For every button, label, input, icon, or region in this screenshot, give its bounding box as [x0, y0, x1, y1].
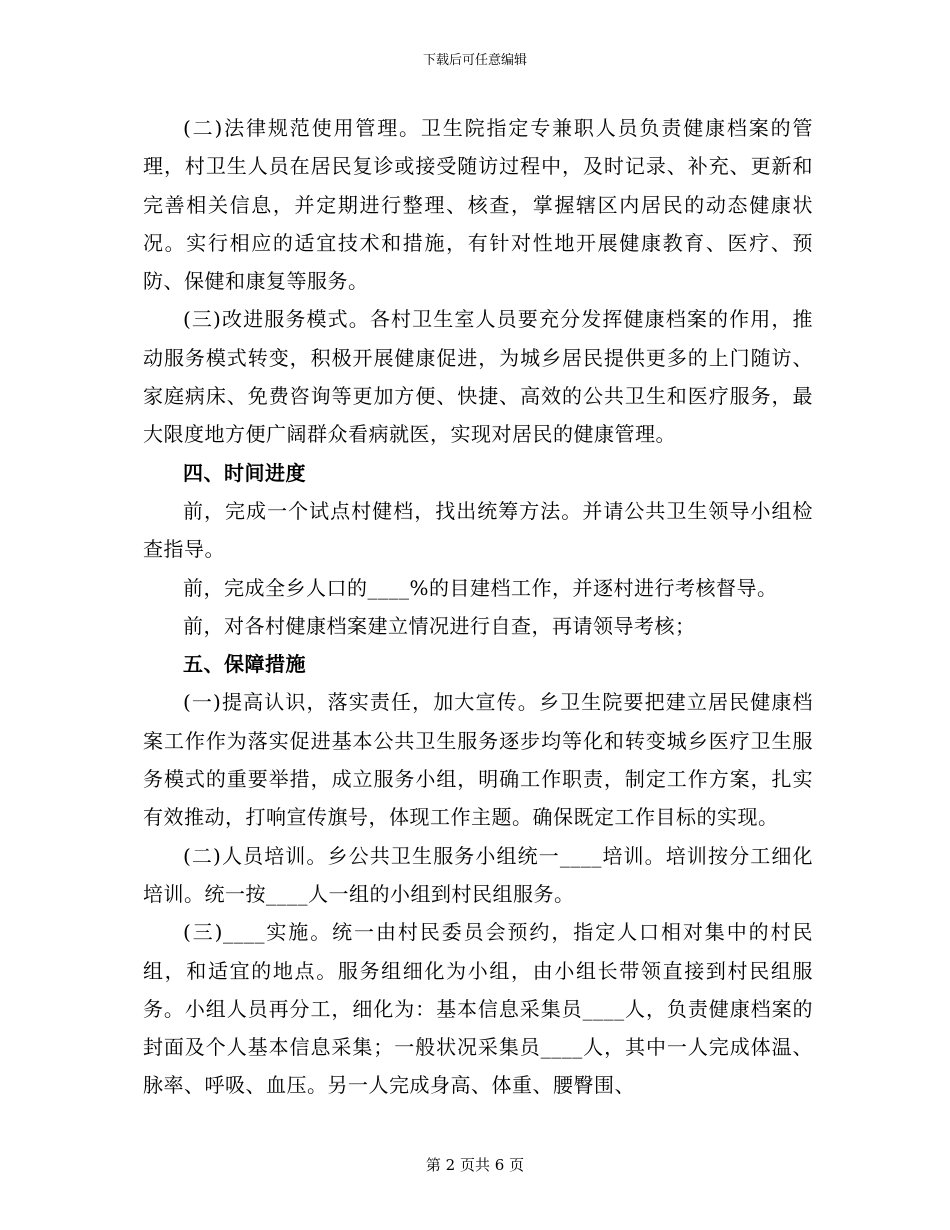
paragraph-schedule-1: 前，完成一个试点村健档，找出统筹方法。并请公共卫生领导小组检查指导。 — [143, 498, 813, 562]
page-footer — [0, 1155, 950, 1175]
section-heading-safeguards: 五、保障措施 — [183, 652, 306, 677]
document-body — [143, 109, 813, 1105]
paragraph-legal-management: (二)法律规范使用管理。卫生院指定专兼职人员负责健康档案的管理，村卫生人员在居民复诊或接受随访过程中，及时记录、补充、更新和完善相关信息，并定期进行整理、核查，掌握辖区内居民的动态健康状况。实行相应的适宜技术和措施，有针对性地开展健康教育、医疗、预防、保健和康复等服务。 — [143, 116, 813, 294]
paragraph-schedule-3: 前，对各村健康档案建立情况进行自查，再请领导考核； — [183, 613, 696, 638]
paragraph-service-mode: (三)改进服务模式。各村卫生室人员要充分发挥健康档案的作用，推动服务模式转变，积极开展健康促进，为城乡居民提供更多的上门随访、家庭病床、免费咨询等更加方便、快捷、高效的公共卫生和医疗服务，最大限度地方便广阔群众看病就医，实现对居民的健康管理。 — [143, 307, 813, 447]
section-heading-schedule: 四、时间进度 — [183, 460, 306, 485]
page-header — [0, 52, 950, 70]
paragraph-schedule-2: 前，完成全乡人口的____%的目建档工作，并逐村进行考核督导。 — [183, 575, 778, 600]
page-number: 第 2 页共 6 页 — [425, 1156, 525, 1174]
paragraph-awareness: (一)提高认识，落实责任，加大宣传。乡卫生院要把建立居民健康档案工作作为落实促进基本公共卫生服务逐步均等化和转变城乡医疗卫生服务模式的重要举措，成立服务小组，明确工作职责，制定工作方案，扎实有效推动，打响宣传旗号，体现工作主题。确保既定工作目标的实现。 — [143, 690, 813, 830]
header-note: 下载后可任意编辑 — [422, 53, 527, 68]
paragraph-implementation: (三)____实施。统一由村民委员会预约，指定人口相对集中的村民组，和适宜的地点。服务组细化为小组，由小组长带领直接到村民组服务。小组人员再分工，细化为：基本信息采集员____人，负责健康档案的封面及个人基本信息采集；一般状况采集员____人，其中一人完成体温、脉率、呼吸、血压。另一人完成身高、体重、腰臀围、 — [143, 920, 813, 1098]
paragraph-training: (二)人员培训。乡公共卫生服务小组统一____培训。培训按分工细化培训。统一按____人一组的小组到村民组服务。 — [143, 843, 813, 906]
